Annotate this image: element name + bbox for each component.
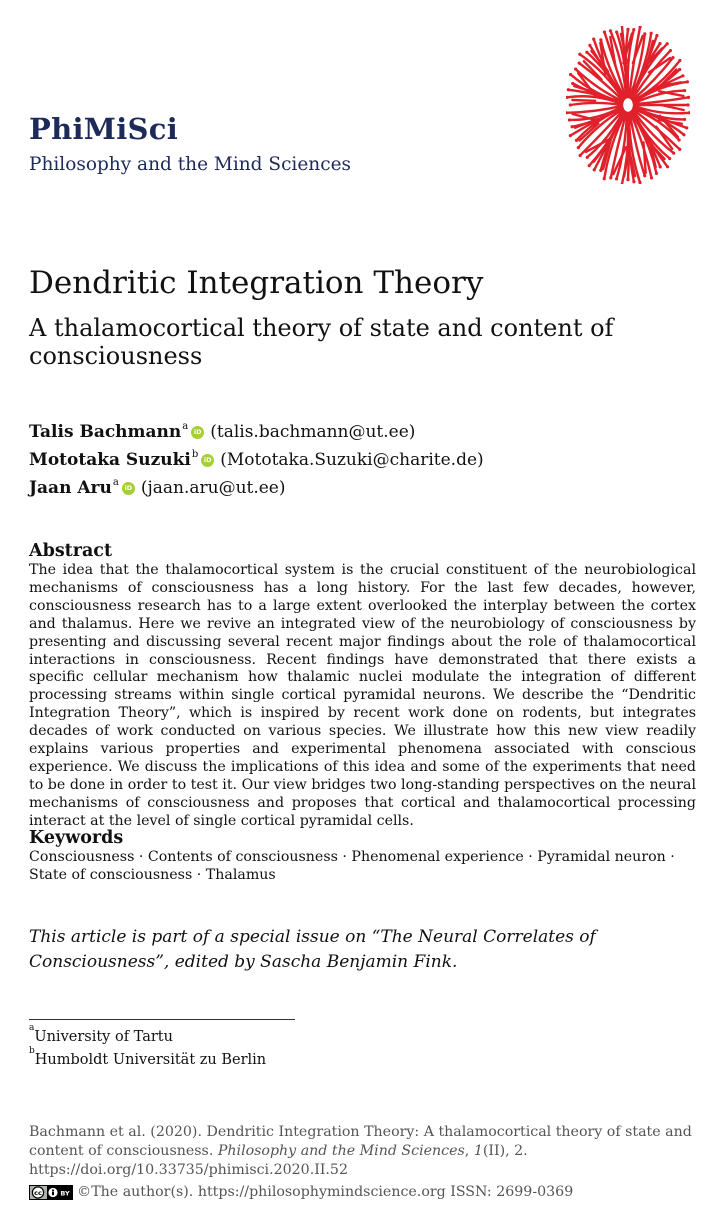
logo-dot: [682, 133, 685, 136]
special-issue-note: This article is part of a special issue on “The Neural Correlates of Consciousness”, edited by Sascha Benjamin Fink.: [29, 927, 596, 972]
cc-label: cc: [34, 1188, 42, 1197]
logo-dot: [578, 53, 581, 56]
logo-dot: [666, 165, 669, 168]
article-title: Dendritic Integration Theory: [29, 265, 484, 301]
journal-subtitle: Philosophy and the Mind Sciences: [29, 154, 352, 175]
logo-branch: [572, 100, 595, 101]
author-name: Talis Bachmann: [29, 422, 182, 442]
logo-dot: [568, 118, 571, 121]
affiliation: [29, 1023, 173, 1045]
logo-dot: [681, 74, 684, 77]
logo-dot: [615, 177, 618, 180]
logo-dot: [685, 126, 688, 129]
by-label: BY: [60, 1189, 70, 1197]
orcid-icon[interactable]: iD: [201, 454, 214, 467]
logo-dot: [659, 165, 662, 168]
logo-dot: [615, 30, 618, 33]
author-email[interactable]: (jaan.aru@ut.ee): [140, 478, 286, 498]
citation-volume: 1: [473, 1143, 483, 1159]
logo-dot: [592, 38, 595, 41]
logo-dot: [579, 154, 582, 157]
logo-dot: [571, 82, 574, 85]
author-name: Jaan Aru: [29, 478, 112, 498]
logo-dot: [643, 174, 646, 177]
logo-dot: [609, 176, 612, 179]
author-name: Mototaka Suzuki: [29, 450, 191, 470]
logo-dot: [603, 30, 606, 33]
logo-dot: [677, 138, 680, 141]
affiliation-name: Humboldt Universität zu Berlin: [34, 1051, 267, 1068]
logo-branch: [644, 142, 646, 173]
logo-dot: [567, 88, 570, 91]
cc-by-license-icon[interactable]: [29, 1185, 73, 1200]
author-email[interactable]: (talis.bachmann@ut.ee): [210, 422, 416, 442]
footer-text: ©The author(s). https://philosophymindscience.org ISSN: 2699-0369: [77, 1184, 574, 1200]
footer: [29, 1184, 573, 1200]
citation-text: Bachmann et al. (2020). Dendritic Integration Theory: A thalamocortical theory of state and content of consciousness.: [29, 1124, 692, 1159]
journal-name: PhiMiSci: [29, 112, 179, 146]
keywords-heading: Keywords: [29, 828, 124, 848]
author-line: [29, 422, 415, 442]
logo-ray: [570, 103, 622, 105]
logo-dot: [643, 32, 646, 35]
affiliation-mark: b: [29, 1046, 35, 1056]
logo-dot: [678, 148, 681, 151]
logo-dot: [569, 73, 572, 76]
affiliation-name: University of Tartu: [34, 1028, 173, 1045]
logo-dot: [683, 89, 686, 92]
citation-sep: ,: [464, 1143, 474, 1159]
footnote-divider: [29, 1019, 295, 1020]
logo-dot: [571, 125, 574, 128]
logo-dot: [678, 68, 681, 71]
affiliation-mark: a: [29, 1023, 35, 1033]
logo-dot: [626, 28, 629, 31]
logo-dot: [671, 56, 674, 59]
logo-dot: [668, 157, 671, 160]
logo-dot: [658, 42, 661, 45]
logo-dot: [655, 34, 658, 37]
citation: [29, 1123, 701, 1180]
logo-dot: [650, 176, 653, 179]
journal-logo-icon: [566, 26, 690, 184]
logo-dot: [569, 103, 572, 106]
citation-journal: Philosophy and the Mind Sciences: [217, 1143, 465, 1159]
logo-dot: [655, 172, 658, 175]
citation-issue: (II), 2.: [482, 1143, 528, 1159]
logo-dot: [574, 67, 577, 70]
logo-dot: [632, 28, 635, 31]
author-affiliation-mark: a: [182, 420, 189, 432]
author-email[interactable]: (Mototaka.Suzuki@charite.de): [220, 450, 484, 470]
citation-doi-link[interactable]: https://doi.org/10.33735/phimisci.2020.II.52: [29, 1162, 348, 1178]
logo-dot: [686, 80, 689, 83]
author-line: [29, 450, 484, 470]
logo-dot: [599, 169, 602, 172]
orcid-icon[interactable]: iD: [122, 482, 135, 495]
logo-dot: [588, 44, 591, 47]
affiliation: [29, 1046, 267, 1068]
logo-dot: [609, 29, 612, 32]
logo-dot: [632, 180, 635, 183]
logo-dot: [599, 38, 602, 41]
author-affiliation-mark: b: [191, 448, 199, 460]
logo-dot: [586, 156, 589, 159]
logo-dot: [626, 178, 629, 181]
logo-dot: [575, 139, 578, 142]
logo-dot: [569, 134, 572, 137]
logo-dot: [672, 152, 675, 155]
orcid-icon[interactable]: iD: [191, 426, 204, 439]
logo-dot: [669, 49, 672, 52]
author-affiliation-mark: a: [112, 476, 119, 488]
logo-dot: [577, 146, 580, 149]
logo-dot: [678, 59, 681, 62]
logo-dot: [686, 103, 689, 106]
logo-dot: [683, 118, 686, 121]
article-subtitle: A thalamocortical theory of state and content of consciousness: [29, 314, 614, 370]
logo-dot: [666, 42, 669, 45]
logo-dot: [603, 177, 606, 180]
abstract-heading: Abstract: [29, 541, 113, 561]
logo-dot: [650, 32, 653, 35]
author-line: [29, 478, 286, 498]
logo-dot: [588, 164, 591, 167]
logo-dot: [585, 51, 588, 54]
logo-dot: [593, 168, 596, 171]
keywords-text: Consciousness · Contents of consciousness · Phenomenal experience · Pyramidal neuron · State of consciousness · Thalamus: [29, 849, 675, 883]
logo-dot: [578, 62, 581, 65]
abstract-text: The idea that the thalamocortical system is the crucial constituent of the neurobiological mechanisms of consciousness has a long history. For the last few decades, however, consciousness research has to a large extent overlooked the interplay between the cortex and thalamus. Here we revive an integrated view of the neurobiology of consciousness by presenting and discussing several recent major findings about the role of thalamocortical interactions in consciousness. Recent findings have demonstrated that there exists a specific cellular mechanism how thalamic nuclei modulate the integration of different processing streams within single cortical pyramidal neurons. We describe the “Dendritic Integration Theory”, which is inspired by recent work done on rodents, but integrates decades of work conducted on various species. We illustrate how this new view readily explains various properties and experimental phenomena associated with conscious experience. We discuss the implications of this idea and some of the experiments that need to be done in order to test it. Our view bridges two long-standing perspectives on the neural mechanisms of consciousness and proposes that cortical and thalamocortical processing interact at the level of single cortical pyramidal cells.: [29, 562, 696, 829]
